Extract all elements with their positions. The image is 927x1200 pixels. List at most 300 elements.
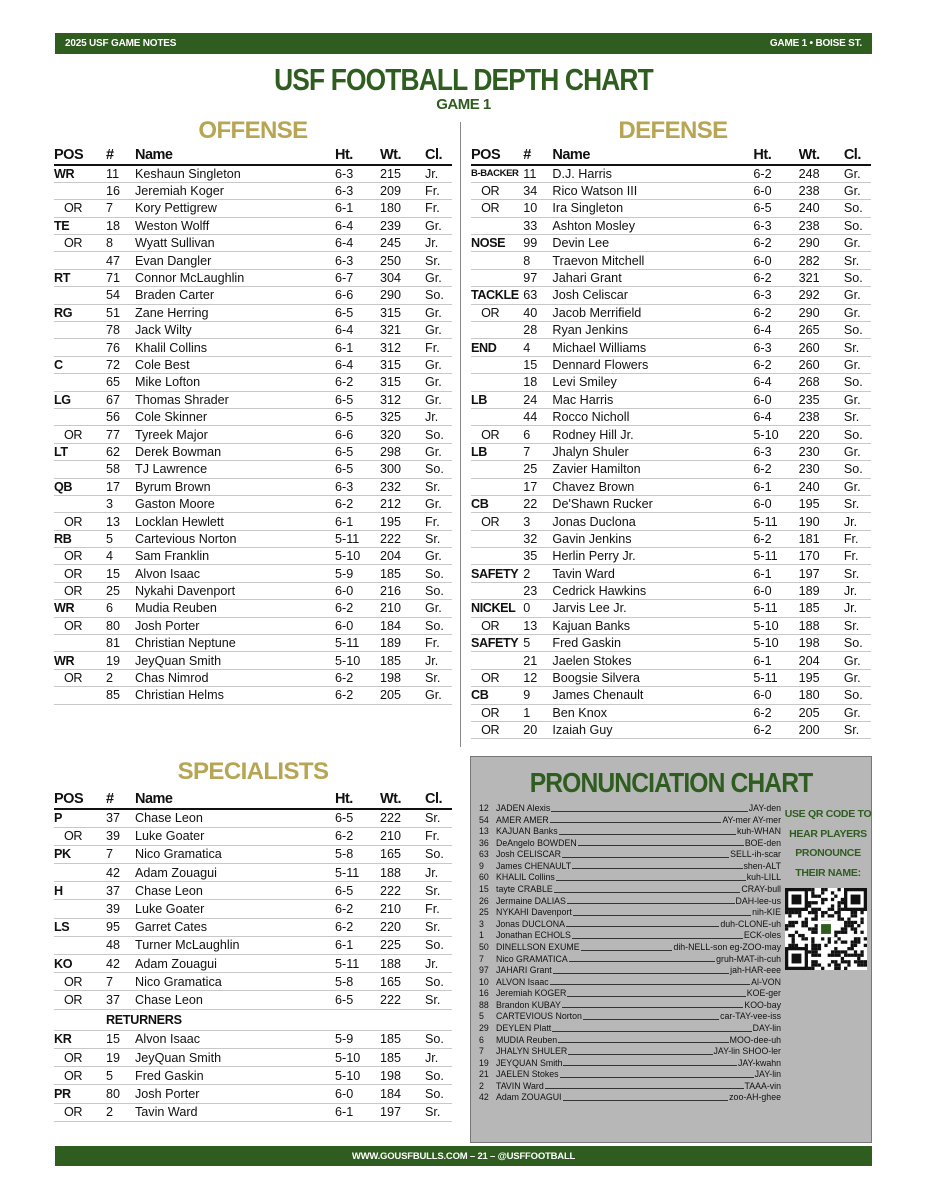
table-row	[54, 1048, 452, 1066]
pron-phonetic: SELL-ih-scar	[730, 849, 781, 860]
cell-num: 18	[106, 217, 135, 234]
specialists-table	[54, 790, 452, 1122]
table-row	[54, 408, 452, 425]
table-row	[471, 426, 871, 443]
cell-pos: TE	[54, 217, 106, 234]
cell-name: Jhalyn Shuler	[552, 443, 753, 460]
cell-wt: 240	[799, 478, 844, 495]
cell-cl: So.	[844, 635, 871, 652]
table-row	[54, 235, 452, 252]
table-row	[471, 322, 871, 339]
cell-ht: 6-1	[753, 478, 798, 495]
pron-leader-line	[553, 965, 729, 974]
cell-cl: Sr.	[425, 809, 452, 827]
pron-player-name: Josh CELISCAR	[496, 849, 562, 860]
cell-name: Kory Pettigrew	[135, 200, 335, 217]
column-header-cl: Cl.	[844, 146, 871, 165]
pron-player-name: DINELLSON EXUME	[496, 941, 580, 952]
cell-name: Cartevious Norton	[135, 530, 335, 547]
pron-phonetic: dih-NELL-son eg-ZOO-may	[673, 941, 781, 952]
cell-cl: Jr.	[844, 600, 871, 617]
cell-ht: 5-8	[335, 973, 380, 991]
table-row	[54, 900, 452, 918]
pron-number: 5	[479, 1011, 484, 1022]
cell-name: Mac Harris	[552, 391, 753, 408]
table-row	[54, 1067, 452, 1085]
cell-ht: 6-7	[335, 269, 380, 286]
cell-pos: OR	[471, 513, 523, 530]
cell-ht: 5-9	[335, 565, 380, 582]
pron-phonetic: KOO-bay	[744, 999, 781, 1010]
cell-ht: 6-2	[335, 669, 380, 686]
cell-name: Byrum Brown	[135, 478, 335, 495]
table-row	[471, 287, 871, 304]
cell-pos: END	[471, 339, 523, 356]
cell-num: 77	[106, 426, 135, 443]
cell-pos: WR	[54, 165, 106, 182]
cell-num: 7	[523, 443, 552, 460]
table-row	[54, 669, 452, 686]
cell-wt: 300	[380, 461, 425, 478]
cell-ht: 6-1	[335, 339, 380, 356]
pron-number: 36	[479, 837, 489, 848]
cell-wt: 189	[380, 635, 425, 652]
cell-wt: 304	[380, 269, 425, 286]
cell-pos	[471, 530, 523, 547]
cell-ht: 5-8	[335, 845, 380, 863]
cell-num: 2	[106, 669, 135, 686]
pronunciation-row	[479, 1058, 781, 1070]
cell-pos: OR	[54, 200, 106, 217]
cell-num: 48	[106, 936, 135, 954]
table-row	[54, 1085, 452, 1103]
pronunciation-row	[479, 1011, 781, 1023]
pron-phonetic: zoo-AH-ghee	[729, 1092, 781, 1103]
pronunciation-row	[479, 884, 781, 896]
cell-name: Evan Dangler	[135, 252, 335, 269]
cell-wt: 222	[380, 991, 425, 1009]
cell-wt: 198	[380, 669, 425, 686]
cell-wt: 290	[380, 287, 425, 304]
cell-num: 81	[106, 635, 135, 652]
cell-ht: 6-2	[753, 304, 798, 321]
pron-leader-line	[567, 896, 735, 905]
column-header-ht: Ht.	[335, 790, 380, 809]
cell-pos: H	[54, 882, 106, 900]
cell-ht: 6-2	[753, 165, 798, 182]
cell-ht: 6-2	[335, 900, 380, 918]
pron-player-name: AMER AMER	[496, 814, 549, 825]
cell-num: 7	[106, 973, 135, 991]
cell-pos: OR	[471, 182, 523, 199]
cell-wt: 185	[799, 600, 844, 617]
cell-ht: 5-10	[753, 635, 798, 652]
cell-wt: 312	[380, 391, 425, 408]
pron-player-name: James CHENAULT	[496, 860, 572, 871]
cell-name: Tavin Ward	[135, 1103, 335, 1121]
pron-phonetic: CRAY-bull	[741, 884, 781, 895]
cell-pos: CB	[471, 687, 523, 704]
table-row	[471, 582, 871, 599]
cell-wt: 210	[380, 900, 425, 918]
cell-pos	[54, 635, 106, 652]
cell-pos	[471, 478, 523, 495]
cell-wt: 225	[380, 936, 425, 954]
cell-name: Dennard Flowers	[552, 356, 753, 373]
pron-player-name: Nico GRAMATICA	[496, 953, 568, 964]
cell-wt: 248	[799, 165, 844, 182]
cell-wt: 184	[380, 617, 425, 634]
cell-num: 21	[523, 652, 552, 669]
cell-ht: 5-10	[335, 1048, 380, 1066]
cell-num: 22	[523, 495, 552, 512]
cell-pos: RT	[54, 269, 106, 286]
cell-wt: 170	[799, 548, 844, 565]
pron-leader-line	[562, 849, 729, 858]
pron-leader-line	[554, 884, 741, 893]
cell-pos: OR	[54, 426, 106, 443]
cell-wt: 200	[799, 722, 844, 739]
table-row	[471, 339, 871, 356]
cell-wt: 268	[799, 374, 844, 391]
cell-pos	[54, 339, 106, 356]
cell-wt: 238	[799, 182, 844, 199]
cell-num: 7	[106, 845, 135, 863]
cell-name: Josh Porter	[135, 1085, 335, 1103]
cell-cl: Sr.	[425, 669, 452, 686]
pron-number: 50	[479, 941, 489, 952]
cell-wt: 188	[799, 617, 844, 634]
cell-num: 11	[523, 165, 552, 182]
cell-name: Luke Goater	[135, 827, 335, 845]
table-row	[54, 809, 452, 827]
pron-phonetic: kuh-LILL	[746, 872, 781, 883]
pron-phonetic: JAY-den	[748, 803, 781, 813]
column-header-name: Name	[135, 146, 335, 165]
cell-num: 42	[106, 864, 135, 882]
cell-name: Derek Bowman	[135, 443, 335, 460]
table-row	[54, 582, 452, 599]
pron-phonetic: car-TAY-vee-iss	[720, 1011, 781, 1022]
pron-number: 25	[479, 907, 489, 918]
pronunciation-row	[479, 1081, 781, 1093]
cell-pos: OR	[471, 722, 523, 739]
cell-name: Jaelen Stokes	[552, 652, 753, 669]
cell-cl: Jr.	[844, 582, 871, 599]
cell-name: Wyatt Sullivan	[135, 235, 335, 252]
cell-pos: OR	[54, 548, 106, 565]
cell-cl: Gr.	[844, 478, 871, 495]
table-row	[471, 252, 871, 269]
cell-cl: Gr.	[425, 443, 452, 460]
cell-wt: 165	[380, 845, 425, 863]
cell-ht: 5-11	[335, 955, 380, 973]
cell-cl: So.	[844, 461, 871, 478]
cell-name: Luke Goater	[135, 900, 335, 918]
column-header-ht: Ht.	[335, 146, 380, 165]
cell-pos: OR	[54, 582, 106, 599]
cell-num: 8	[523, 252, 552, 269]
cell-name: Mudia Reuben	[135, 600, 335, 617]
cell-wt: 188	[380, 864, 425, 882]
pron-leader-line	[559, 826, 736, 835]
cell-pos: CB	[471, 495, 523, 512]
table-row	[471, 269, 871, 286]
cell-num: 19	[106, 1048, 135, 1066]
pron-leader-line	[545, 1081, 744, 1090]
pronunciation-row	[479, 977, 781, 989]
cell-cl: Jr.	[425, 235, 452, 252]
column-header-wt: Wt.	[380, 790, 425, 809]
cell-ht: 6-1	[335, 1103, 380, 1121]
cell-pos	[54, 374, 106, 391]
cell-pos: P	[54, 809, 106, 827]
pron-player-name: NYKAHI Davenport	[496, 907, 572, 918]
cell-wt: 185	[380, 652, 425, 669]
pron-leader-line	[573, 907, 751, 916]
cell-ht: 6-5	[335, 461, 380, 478]
column-header-cl: Cl.	[425, 146, 452, 165]
cell-name: Zane Herring	[135, 304, 335, 321]
cell-cl: Fr.	[425, 900, 452, 918]
cell-ht: 5-10	[753, 426, 798, 443]
table-row	[471, 687, 871, 704]
cell-cl: Sr.	[425, 991, 452, 1009]
table-row	[471, 165, 871, 182]
pron-leader-line	[583, 1011, 719, 1020]
pron-number: 13	[479, 826, 489, 837]
cell-name: Michael Williams	[552, 339, 753, 356]
cell-ht: 6-1	[335, 936, 380, 954]
pronunciation-row	[479, 907, 781, 919]
cell-name: Traevon Mitchell	[552, 252, 753, 269]
cell-cl: Gr.	[844, 182, 871, 199]
cell-num: 13	[523, 617, 552, 634]
table-row	[54, 1030, 452, 1048]
table-row	[471, 235, 871, 252]
cell-wt: 250	[380, 252, 425, 269]
pron-number: 6	[479, 1034, 484, 1045]
cell-cl: Jr.	[844, 513, 871, 530]
cell-wt: 325	[380, 408, 425, 425]
pron-number: 15	[479, 884, 489, 895]
cell-cl: Sr.	[844, 617, 871, 634]
cell-cl: Fr.	[844, 530, 871, 547]
cell-cl: Gr.	[844, 356, 871, 373]
cell-num: 80	[106, 1085, 135, 1103]
pron-leader-line	[552, 1023, 751, 1032]
table-row	[54, 478, 452, 495]
cell-name: James Chenault	[552, 687, 753, 704]
cell-ht: 6-1	[335, 513, 380, 530]
cell-num: 3	[106, 495, 135, 512]
cell-name: Mike Lofton	[135, 374, 335, 391]
cell-cl: Gr.	[425, 322, 452, 339]
cell-ht: 6-3	[753, 287, 798, 304]
cell-pos	[471, 374, 523, 391]
cell-name: Rodney Hill Jr.	[552, 426, 753, 443]
table-row	[471, 408, 871, 425]
cell-cl: Sr.	[844, 339, 871, 356]
cell-ht: 5-10	[335, 652, 380, 669]
pron-phonetic: BOE-den	[744, 837, 781, 848]
cell-cl: Fr.	[844, 548, 871, 565]
cell-name: Devin Lee	[552, 235, 753, 252]
pron-leader-line	[550, 815, 722, 824]
cell-name: Boogsie Silvera	[552, 669, 753, 686]
header-row	[54, 146, 452, 165]
table-row	[54, 287, 452, 304]
cell-cl: Gr.	[844, 652, 871, 669]
cell-wt: 212	[380, 495, 425, 512]
cell-num: 5	[106, 1067, 135, 1085]
cell-wt: 222	[380, 882, 425, 900]
cell-pos: SAFETY	[471, 635, 523, 652]
table-row	[54, 269, 452, 286]
table-row	[54, 304, 452, 321]
pron-number: 21	[479, 1069, 489, 1080]
cell-name: Tyreek Major	[135, 426, 335, 443]
cell-pos	[471, 408, 523, 425]
cell-num: 1	[523, 704, 552, 721]
cell-name: Jeremiah Koger	[135, 182, 335, 199]
cell-pos	[471, 582, 523, 599]
cell-num: 5	[106, 530, 135, 547]
table-row	[54, 530, 452, 547]
cell-wt: 239	[380, 217, 425, 234]
cell-name: TJ Lawrence	[135, 461, 335, 478]
cell-wt: 230	[799, 461, 844, 478]
cell-cl: So.	[425, 1067, 452, 1085]
cell-num: 78	[106, 322, 135, 339]
pronunciation-panel	[470, 756, 872, 1143]
cell-name: Rico Watson III	[552, 182, 753, 199]
cell-cl: So.	[425, 1030, 452, 1048]
cell-name: De'Shawn Rucker	[552, 495, 753, 512]
cell-num: 37	[106, 991, 135, 1009]
cell-num: 39	[106, 900, 135, 918]
pron-player-name: DeAngelo BOWDEN	[496, 837, 577, 848]
header-row	[54, 790, 452, 809]
cell-name: Izaiah Guy	[552, 722, 753, 739]
table-row	[54, 918, 452, 936]
column-header-pos: POS	[54, 790, 106, 809]
cell-num: 80	[106, 617, 135, 634]
table-row	[471, 704, 871, 721]
table-row	[54, 443, 452, 460]
cell-pos	[471, 217, 523, 234]
pronunciation-row	[479, 1092, 781, 1104]
cell-pos: OR	[54, 991, 106, 1009]
cell-ht: 5-10	[335, 1067, 380, 1085]
cell-cl: So.	[425, 617, 452, 634]
cell-num: 62	[106, 443, 135, 460]
cell-pos: NOSE	[471, 235, 523, 252]
pronunciation-row	[479, 1035, 781, 1047]
table-row	[54, 652, 452, 669]
cell-name: Ira Singleton	[552, 200, 753, 217]
cell-cl: So.	[425, 973, 452, 991]
cell-wt: 282	[799, 252, 844, 269]
qr-instructions: USE QR CODE TO HEAR PLAYERS PRONOUNCE THEIR NAME:	[784, 808, 872, 879]
cell-wt: 265	[799, 322, 844, 339]
pron-leader-line	[550, 977, 751, 986]
table-row	[54, 845, 452, 863]
cell-num: 10	[523, 200, 552, 217]
pron-leader-line	[558, 1035, 729, 1044]
cell-pos: OR	[471, 617, 523, 634]
pron-number: 7	[479, 1046, 484, 1057]
pronunciation-row	[479, 930, 781, 942]
cell-num: 2	[106, 1103, 135, 1121]
cell-wt: 205	[799, 704, 844, 721]
table-row	[54, 217, 452, 234]
pron-number: 12	[479, 803, 489, 813]
cell-num: 13	[106, 513, 135, 530]
cell-num: 25	[106, 582, 135, 599]
pron-phonetic: duh-CLONE-uh	[720, 918, 781, 929]
cell-cl: So.	[844, 217, 871, 234]
cell-num: 16	[106, 182, 135, 199]
cell-cl: Gr.	[425, 217, 452, 234]
pron-phonetic: kuh-WHAN	[737, 826, 781, 837]
cell-pos: OR	[54, 1067, 106, 1085]
pron-leader-line	[569, 954, 715, 963]
cell-name: Gavin Jenkins	[552, 530, 753, 547]
cell-num: 5	[523, 635, 552, 652]
cell-cl: Gr.	[425, 269, 452, 286]
bull-logo-icon	[821, 924, 831, 934]
cell-wt: 222	[380, 809, 425, 827]
qr-code[interactable]	[785, 888, 867, 970]
column-header-cl: Cl.	[425, 790, 452, 809]
cell-num: 15	[106, 565, 135, 582]
pron-player-name: Brandon KUBAY	[496, 999, 561, 1010]
pronunciation-title: PRONUNCIATION CHART	[529, 767, 813, 798]
cell-num: 37	[106, 882, 135, 900]
pronunciation-row	[479, 942, 781, 954]
cell-pos: KR	[54, 1030, 106, 1048]
cell-cl: Gr.	[844, 443, 871, 460]
cell-wt: 188	[380, 955, 425, 973]
cell-ht: 6-3	[753, 443, 798, 460]
pronunciation-row	[479, 1069, 781, 1081]
cell-cl: Sr.	[425, 478, 452, 495]
header-bar	[55, 33, 872, 54]
cell-num: 3	[523, 513, 552, 530]
cell-cl: Fr.	[425, 200, 452, 217]
pron-player-name: MUDIA Reuben	[496, 1034, 558, 1045]
table-row	[471, 200, 871, 217]
cell-cl: Gr.	[844, 165, 871, 182]
table-row	[471, 513, 871, 530]
pron-phonetic: jah-HAR-eee	[730, 965, 781, 976]
cell-num: 7	[106, 200, 135, 217]
cell-name: Chase Leon	[135, 809, 335, 827]
cell-ht: 6-2	[335, 374, 380, 391]
pron-player-name: JADEN Alexis	[496, 803, 551, 813]
cell-blank	[54, 1009, 106, 1030]
cell-name: Jack Wilty	[135, 322, 335, 339]
pronunciation-row	[479, 896, 781, 908]
cell-name: Zavier Hamilton	[552, 461, 753, 478]
cell-wt: 320	[380, 426, 425, 443]
cell-name: Chase Leon	[135, 991, 335, 1009]
cell-name: Kajuan Banks	[552, 617, 753, 634]
cell-num: 20	[523, 722, 552, 739]
table-row	[471, 600, 871, 617]
cell-ht: 5-11	[335, 635, 380, 652]
